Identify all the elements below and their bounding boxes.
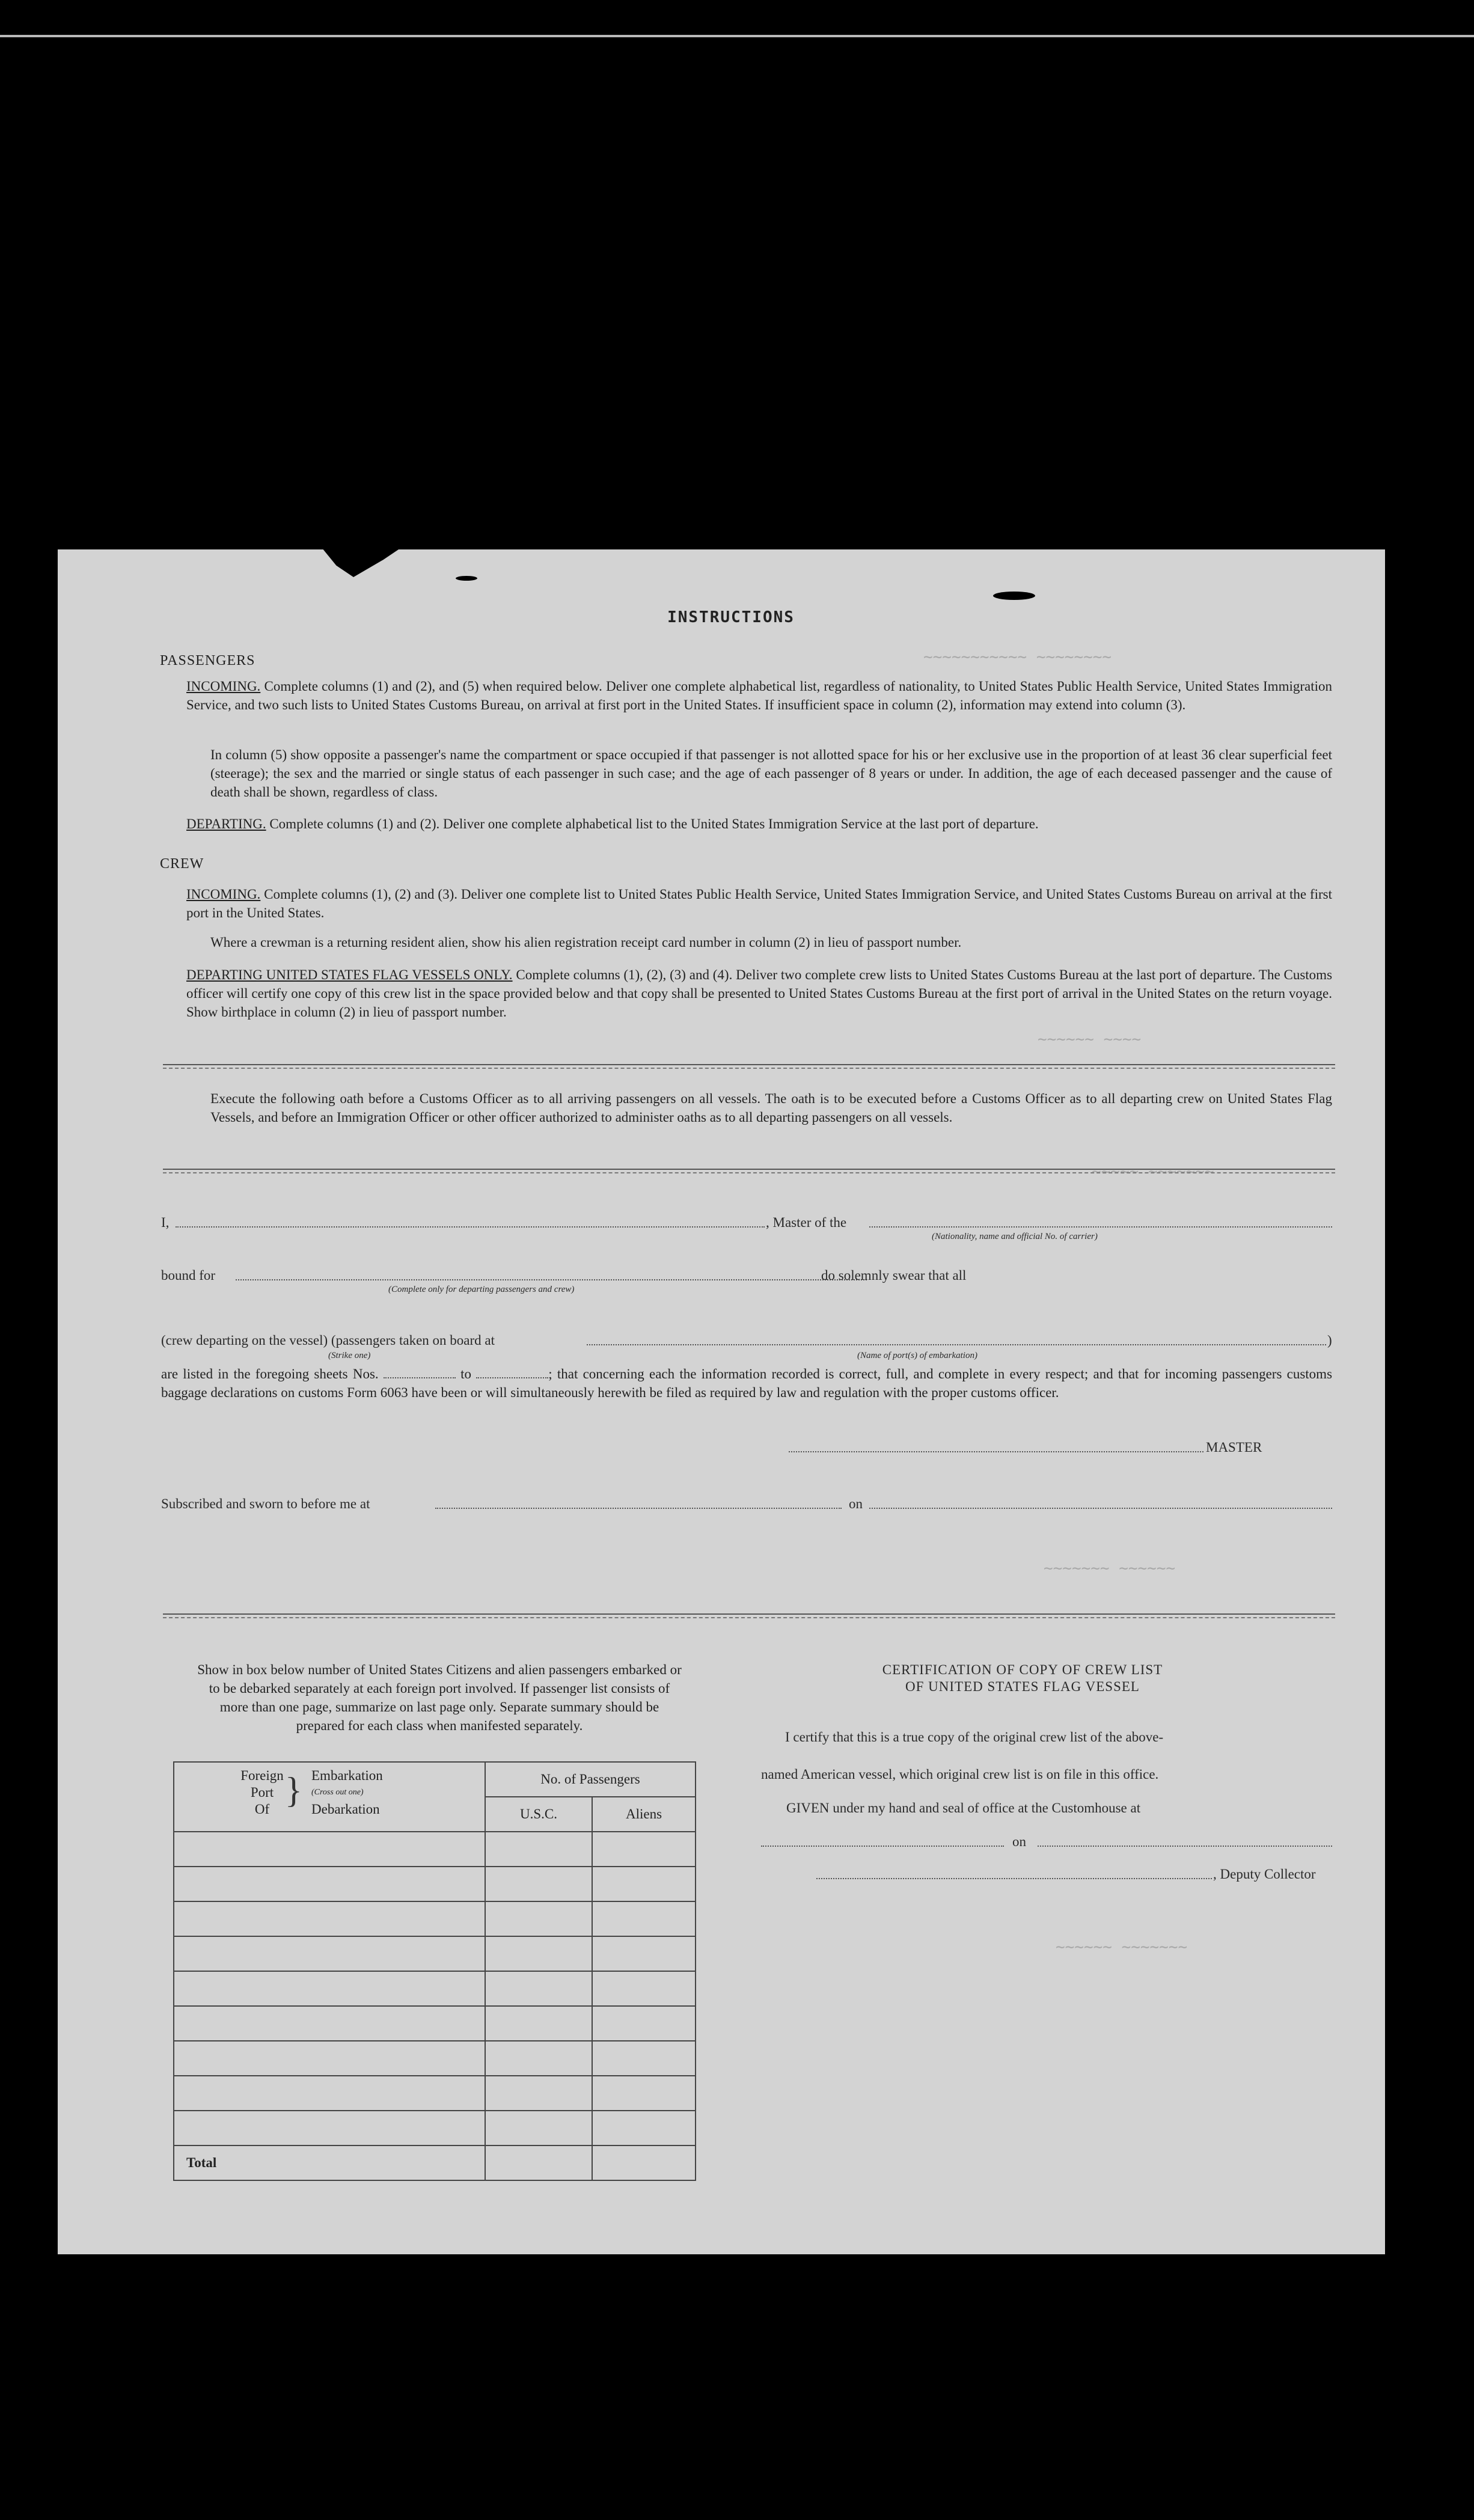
crew-departing: DEPARTING UNITED STATES FLAG VESSELS ONLY. Complete columns (1), (2), (3) and (4). Deliver two complete crew lists to United States Customs Bureau at the last port of departure. The Customs officer will certify one copy of this crew list in the space provided below and that copy shall be presented to United States Customs Bureau at the first port of arrival in the United States on the return voyage. Show birthplace in column (2) in lieu of passport number. xyxy=(186,967,1333,1020)
customhouse-field[interactable] xyxy=(761,1846,1004,1847)
passengers-departing: DEPARTING. Complete columns (1) and (2). Deliver one complete alphabetical list to the United States Immigration Service at the last port of departure. xyxy=(186,816,1039,831)
table-row[interactable] xyxy=(174,1901,696,1936)
table-header-row xyxy=(174,1762,696,1797)
oath-master-of: , Master of the xyxy=(766,1215,847,1230)
torn-corner xyxy=(322,549,400,577)
sworn-on-label: on xyxy=(849,1496,863,1511)
bleed-through: ~~~~~~ ~~~~ xyxy=(1038,1030,1142,1048)
section-divider xyxy=(163,1169,1335,1170)
sheet-from-field[interactable] xyxy=(384,1377,456,1378)
oath-swear: do solemnly swear that all xyxy=(821,1268,967,1283)
passengers-heading: PASSENGERS xyxy=(160,653,255,668)
certification-date-field[interactable] xyxy=(1038,1846,1332,1847)
oath-bound-for: bound for xyxy=(161,1268,216,1283)
page-title: INSTRUCTIONS xyxy=(667,608,795,626)
section-divider xyxy=(163,1613,1335,1615)
sworn-date-field[interactable] xyxy=(869,1508,1332,1509)
bound-caption: (Complete only for departing passengers and crew) xyxy=(388,1285,575,1294)
total-row[interactable] xyxy=(174,2145,696,2180)
certification-title-2: OF UNITED STATES FLAG VESSEL xyxy=(905,1679,1140,1694)
certification-title-1: CERTIFICATION OF COPY OF CREW LIST xyxy=(882,1662,1163,1677)
deputy-signature-field[interactable] xyxy=(816,1878,1212,1879)
close-paren: ) xyxy=(1327,1333,1332,1348)
passengers-header: No. of Passengers xyxy=(485,1762,696,1797)
oath-crew-departing: (crew departing on the vessel) (passengers taken on board at xyxy=(161,1333,495,1348)
section-divider xyxy=(163,1617,1335,1618)
ports-caption: (Name of port(s) of embarkation) xyxy=(857,1351,977,1360)
sheet-to-field[interactable] xyxy=(476,1377,548,1378)
usc-header: U.S.C. xyxy=(485,1797,592,1832)
subscribed-label: Subscribed and sworn to before me at xyxy=(161,1496,370,1511)
master-name-field[interactable] xyxy=(176,1226,765,1228)
section-divider xyxy=(163,1064,1335,1065)
table-row[interactable] xyxy=(174,1936,696,1971)
oath-listed: are listed in the foregoing sheets Nos. to ; that concerning each the information recorded is correct, full, and complete in every respect; and that for incoming passengers customs baggage declarations on customs Form 6063 have been or will simultaneously herewith be filed as required by law and regulation with the proper customs officer. xyxy=(161,1366,1333,1400)
certification-given: GIVEN under my hand and seal of office at the Customhouse at xyxy=(786,1800,1141,1815)
master-signature-field[interactable] xyxy=(789,1451,1203,1452)
section-divider xyxy=(163,1172,1335,1173)
section-divider xyxy=(163,1068,1335,1069)
table-row[interactable] xyxy=(174,1867,696,1901)
embarkation-ports-field[interactable] xyxy=(587,1344,1326,1345)
passengers-column5: In column (5) show opposite a passenger's name the compartment or space occupied if that passenger is not allotted space for his or her exclusive use in the proportion of at least 36 clear superficial feet (steerage); the sex and the married or single status of each passenger in such case; and the age of each passenger of 8 years or under. In addition, the age of each deceased passenger and the cause of death shall be shown, regardless of class. xyxy=(210,747,1332,800)
ink-blot xyxy=(456,576,477,581)
sworn-place-field[interactable] xyxy=(435,1508,842,1509)
deputy-collector-label: , Deputy Collector xyxy=(1213,1867,1316,1882)
passenger-summary-table xyxy=(173,1761,696,2181)
passengers-incoming: INCOMING. Complete columns (1) and (2), and (5) when required below. Deliver one complete alphabetical list, regardless of nationality, to United States Public Health Service, United States Immigration Service, and two such lists to United States Customs Bureau, on arrival at first port in the United States. If insufficient space in column (2), information may extend into column (3). xyxy=(186,679,1333,712)
table-row[interactable] xyxy=(174,2111,696,2145)
bleed-through: ~~~~~~ ~~~~~~~ xyxy=(1056,1938,1188,1956)
certification-on-label: on xyxy=(1012,1834,1026,1849)
table-row[interactable] xyxy=(174,2041,696,2076)
form-sheet xyxy=(58,549,1385,2254)
master-label: MASTER xyxy=(1206,1440,1262,1455)
bleed-through: ~~~~~~~ ~~~~~~ xyxy=(1044,1559,1176,1577)
total-label: Total xyxy=(174,2145,485,2180)
strike-one-caption: (Strike one) xyxy=(328,1351,371,1360)
ink-blot xyxy=(993,592,1035,600)
crew-resident: Where a crewman is a returning resident alien, show his alien registration receipt card number in column (2) in lieu of passport number. xyxy=(210,935,962,950)
table-row[interactable] xyxy=(174,2076,696,2111)
scan-edge-line xyxy=(0,35,1474,37)
crew-incoming: INCOMING. Complete columns (1), (2) and (3). Deliver one complete list to United States Public Health Service, United States Immigration Service, and United States Customs Bureau on arrival at the first port in the United States. xyxy=(186,887,1332,920)
nationality-caption: (Nationality, name and official No. of carrier) xyxy=(932,1232,1098,1241)
bleed-through: ~~~~~~~~~~~ ~~~~~~~~ xyxy=(923,648,1112,666)
bleed-through: ~~~~~ ~~~~~~~ xyxy=(1092,1163,1214,1181)
certification-text-1: I certify that this is a true copy of the original crew list of the above- xyxy=(785,1729,1164,1745)
aliens-header: Aliens xyxy=(592,1797,696,1832)
oath-intro: Execute the following oath before a Customs Officer as to all arriving passengers on all vessels. The oath is to be executed before a Customs Officer as to all departing crew on United States Flag Vessels, and before an Immigration Officer or other officer authorized to administer oaths as to all departing passengers on all vessels. xyxy=(210,1091,1332,1125)
table-row[interactable] xyxy=(174,1832,696,1867)
oath-i-label: I, xyxy=(161,1215,170,1230)
summary-intro: Show in box below number of United States Citizens and alien passengers embarked or to be debarked separately at each foreign port involved. If passenger list consists of more than one page, summarize on last page only. Separate summary should be prepared for each class when manifested separately. xyxy=(197,1662,682,1733)
table-row[interactable] xyxy=(174,2006,696,2041)
certification-text-2: named American vessel, which original crew list is on file in this office. xyxy=(761,1767,1159,1782)
port-header: Foreign Port Of } Embarkation (Cross out one) Debarkation xyxy=(174,1762,485,1832)
table-row[interactable] xyxy=(174,1971,696,2006)
crew-heading: CREW xyxy=(160,856,204,872)
